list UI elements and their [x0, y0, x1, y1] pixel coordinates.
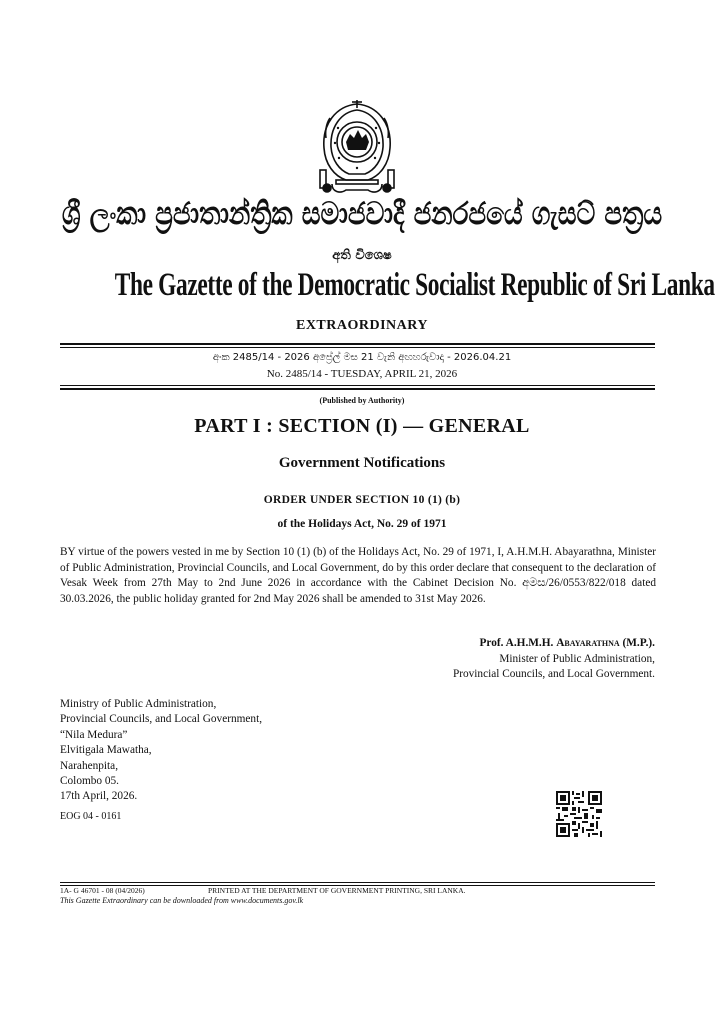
- qr-code-icon: [556, 791, 602, 837]
- signatory-name-prefix: Prof. A.H.M.H.: [479, 637, 557, 649]
- address-line: Colombo 05.: [60, 775, 119, 788]
- issue-line-english: No. 2485/14 - TUESDAY, APRIL 21, 2026: [266, 368, 458, 380]
- signatory-title-line-2: Provincial Councils, and Local Government.: [452, 668, 655, 681]
- download-note: This Gazette Extraordinary can be downloaded from www.documents.gov.lk: [60, 896, 304, 905]
- part-title: PART I : SECTION (I) — GENERAL: [194, 415, 530, 437]
- signatory-name: [453, 636, 655, 652]
- divider: [60, 347, 655, 348]
- notifications-heading: Government Notifications: [278, 455, 446, 471]
- sri-lanka-emblem-icon: [316, 98, 398, 198]
- signatory-name-suffix: (M.P.).: [619, 637, 655, 649]
- signature-block: [453, 636, 655, 683]
- reference-code: EOG 04 - 0161: [60, 811, 122, 822]
- order-heading: ORDER UNDER SECTION 10 (1) (b): [263, 494, 461, 506]
- address-line: “Nila Medura”: [60, 728, 128, 741]
- issue-line-sinhala: අංක 2485/14 - 2026 අප්‍රේල් මස 21 වැනි අඟහරුවාදා - 2026.04.21: [212, 352, 512, 363]
- address-line: Ministry of Public Administration,: [60, 698, 217, 710]
- address-line: Provincial Councils, and Local Government,: [60, 713, 263, 726]
- address-line: Narahenpita,: [60, 759, 119, 772]
- edition-label: EXTRAORDINARY: [295, 318, 428, 333]
- divider: [60, 388, 655, 390]
- order-body-text: BY virtue of the powers vested in me by Section 10 (1) (b) of the Holidays Act, No. 29 of 1971, I, A.H.M.H. Abayarathna, Minister of Public Administration, Provincial Councils, and Local Government, do by this order declare that consequent to the declaration of Vesak Week from 27th May to 2nd June 2026 in accordance with the Cabinet Decision No. අමස/26/0553/822/018 dated 30.03.2026, the public holiday granted for 2nd May 2026 shall be amended to 31st May 2026.: [60, 546, 656, 605]
- ministry-address: [60, 697, 262, 805]
- divider: [60, 343, 655, 345]
- divider: [60, 385, 655, 386]
- footer-divider: [60, 882, 655, 883]
- published-by-authority: (Published by Authority): [319, 396, 405, 405]
- gazette-title-sinhala: ශ්‍රී ලංකා ප්‍රජාතාන්ත්‍රික සමාජවාදී ජනරජයේ ගැසට් පත්‍රය: [61, 196, 663, 232]
- gazette-title-english: The Gazette of the Democratic Socialist Republic of Sri Lanka: [114, 267, 715, 303]
- signatory-title-line-1: Minister of Public Administration,: [499, 652, 655, 665]
- address-line: Elvitigala Mawatha,: [60, 744, 152, 757]
- act-heading: of the Holidays Act, No. 29 of 1971: [277, 518, 447, 530]
- address-date: 17th April, 2026.: [60, 790, 138, 803]
- gazette-subtitle-sinhala: අති විශෙෂ: [332, 248, 392, 263]
- printer-code: 1A- G 46701 - 08 (04/2026): [60, 886, 145, 895]
- printer-note: PRINTED AT THE DEPARTMENT OF GOVERNMENT PRINTING, SRI LANKA.: [208, 886, 466, 895]
- signatory-surname: Abayarathna: [556, 637, 620, 649]
